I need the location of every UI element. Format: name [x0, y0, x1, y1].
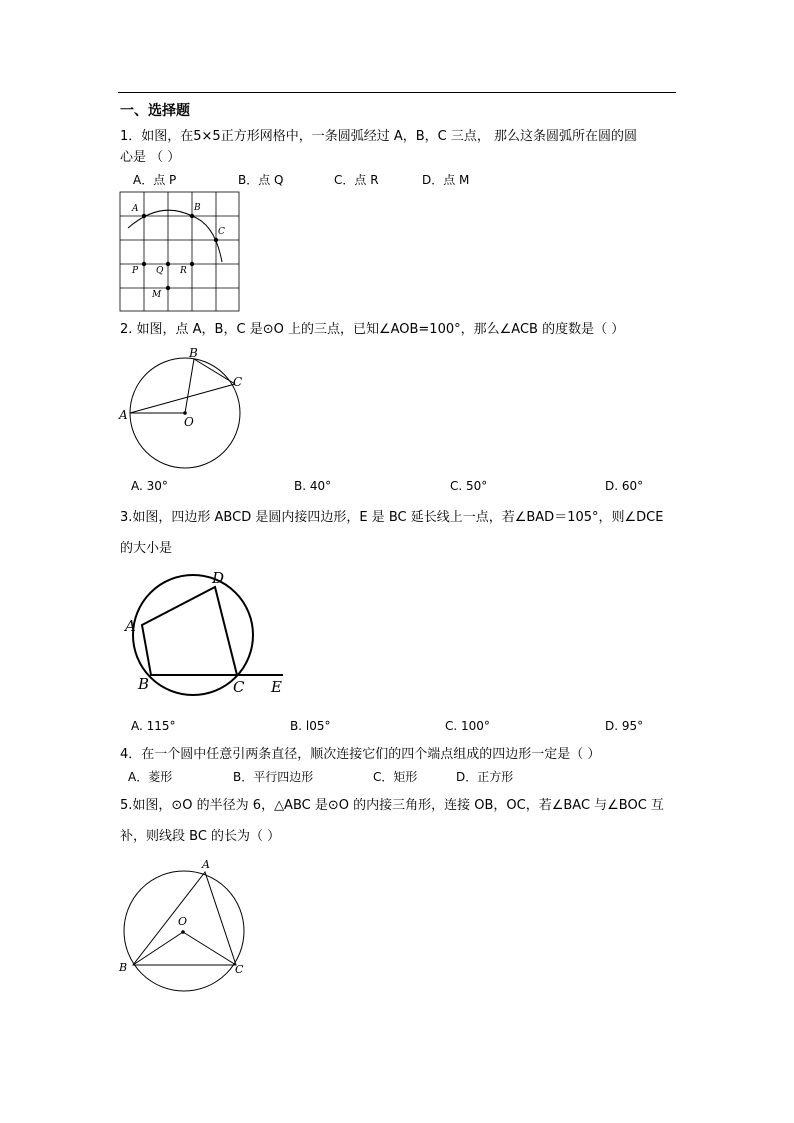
- q5-label-a: A: [202, 858, 210, 871]
- q3-text-line1: 3.如图，四边形 ABCD 是圆内接四边形，E 是 BC 延长线上一点，若∠BAD＝105°，则∠DCE: [120, 510, 664, 525]
- q2-label-o: O: [184, 415, 194, 429]
- q5-text-line2: 补，则线段 BC 的长为（ ）: [120, 829, 281, 844]
- q1-text-line2: 心是 （ ）: [120, 150, 181, 165]
- q5-label-o: O: [178, 915, 188, 928]
- q1-label-a: A: [132, 204, 139, 214]
- q2-option-c[interactable]: C. 50°: [450, 479, 488, 493]
- q3-label-b: B: [138, 675, 150, 693]
- q3-option-d[interactable]: D. 95°: [605, 719, 644, 733]
- q1-label-b: B: [194, 203, 201, 213]
- q5-label-b: B: [119, 961, 128, 974]
- q3-option-c[interactable]: C. 100°: [445, 719, 490, 733]
- q1-text-line1: 1．如图，在5×5正方形网格中，一条圆弧经过 A，B，C 三点， 那么这条圆弧所在圆的圆: [120, 129, 637, 144]
- q4-option-c[interactable]: C．矩形: [373, 770, 418, 784]
- q3-label-a: A: [125, 617, 136, 635]
- q1-option-c[interactable]: C．点 R: [334, 173, 379, 187]
- q2-label-c: C: [233, 375, 243, 389]
- q3-text-line2: 的大小是: [120, 541, 173, 556]
- q4-option-a[interactable]: A．菱形: [128, 770, 173, 784]
- q4-option-b[interactable]: B．平行四边形: [233, 770, 314, 784]
- q2-text-line1: 2. 如图，点 A，B，C 是⊙O 上的三点，已知∠AOB=100°，那么∠ACB 的度数是（ ）: [120, 322, 625, 337]
- q2-label-a: A: [119, 408, 128, 422]
- q1-label-c: C: [218, 227, 225, 237]
- q1-label-r: R: [180, 266, 187, 276]
- q2-circle-figure: [118, 344, 248, 472]
- q3-circle-figure: [120, 565, 300, 700]
- header-rule: [118, 92, 676, 93]
- q1-option-b[interactable]: B．点 Q: [238, 173, 284, 187]
- q5-text-line1: 5.如图，⊙O 的半径为 6，△ABC 是⊙O 的内接三角形，连接 OB，OC，若∠BAC 与∠BOC 互: [120, 798, 664, 813]
- section-title: 一、选择题: [120, 103, 190, 119]
- q2-option-d[interactable]: D. 60°: [605, 479, 644, 493]
- q2-label-b: B: [189, 346, 198, 360]
- q2-option-b[interactable]: B. 40°: [294, 479, 332, 493]
- q3-label-d: D: [212, 569, 225, 587]
- q1-label-m: M: [152, 290, 162, 300]
- q3-option-a[interactable]: A. 115°: [131, 719, 176, 733]
- q1-option-d[interactable]: D．点 M: [422, 173, 470, 187]
- q3-label-c: C: [233, 678, 245, 696]
- q1-label-q: Q: [156, 266, 164, 276]
- q5-circle-figure: [116, 855, 256, 995]
- q3-label-e: E: [271, 678, 282, 696]
- q3-option-b[interactable]: B. l05°: [290, 719, 331, 733]
- q2-option-a[interactable]: A. 30°: [131, 479, 168, 493]
- q5-label-c: C: [235, 963, 244, 976]
- q4-text-line1: 4．在一个圆中任意引两条直径，顺次连接它们的四个端点组成的四边形一定是（ ）: [120, 747, 601, 762]
- q4-option-d[interactable]: D．正方形: [456, 770, 514, 784]
- q1-label-p: P: [132, 266, 139, 276]
- q1-grid-figure: [120, 192, 240, 312]
- q1-option-a[interactable]: A．点 P: [133, 173, 177, 187]
